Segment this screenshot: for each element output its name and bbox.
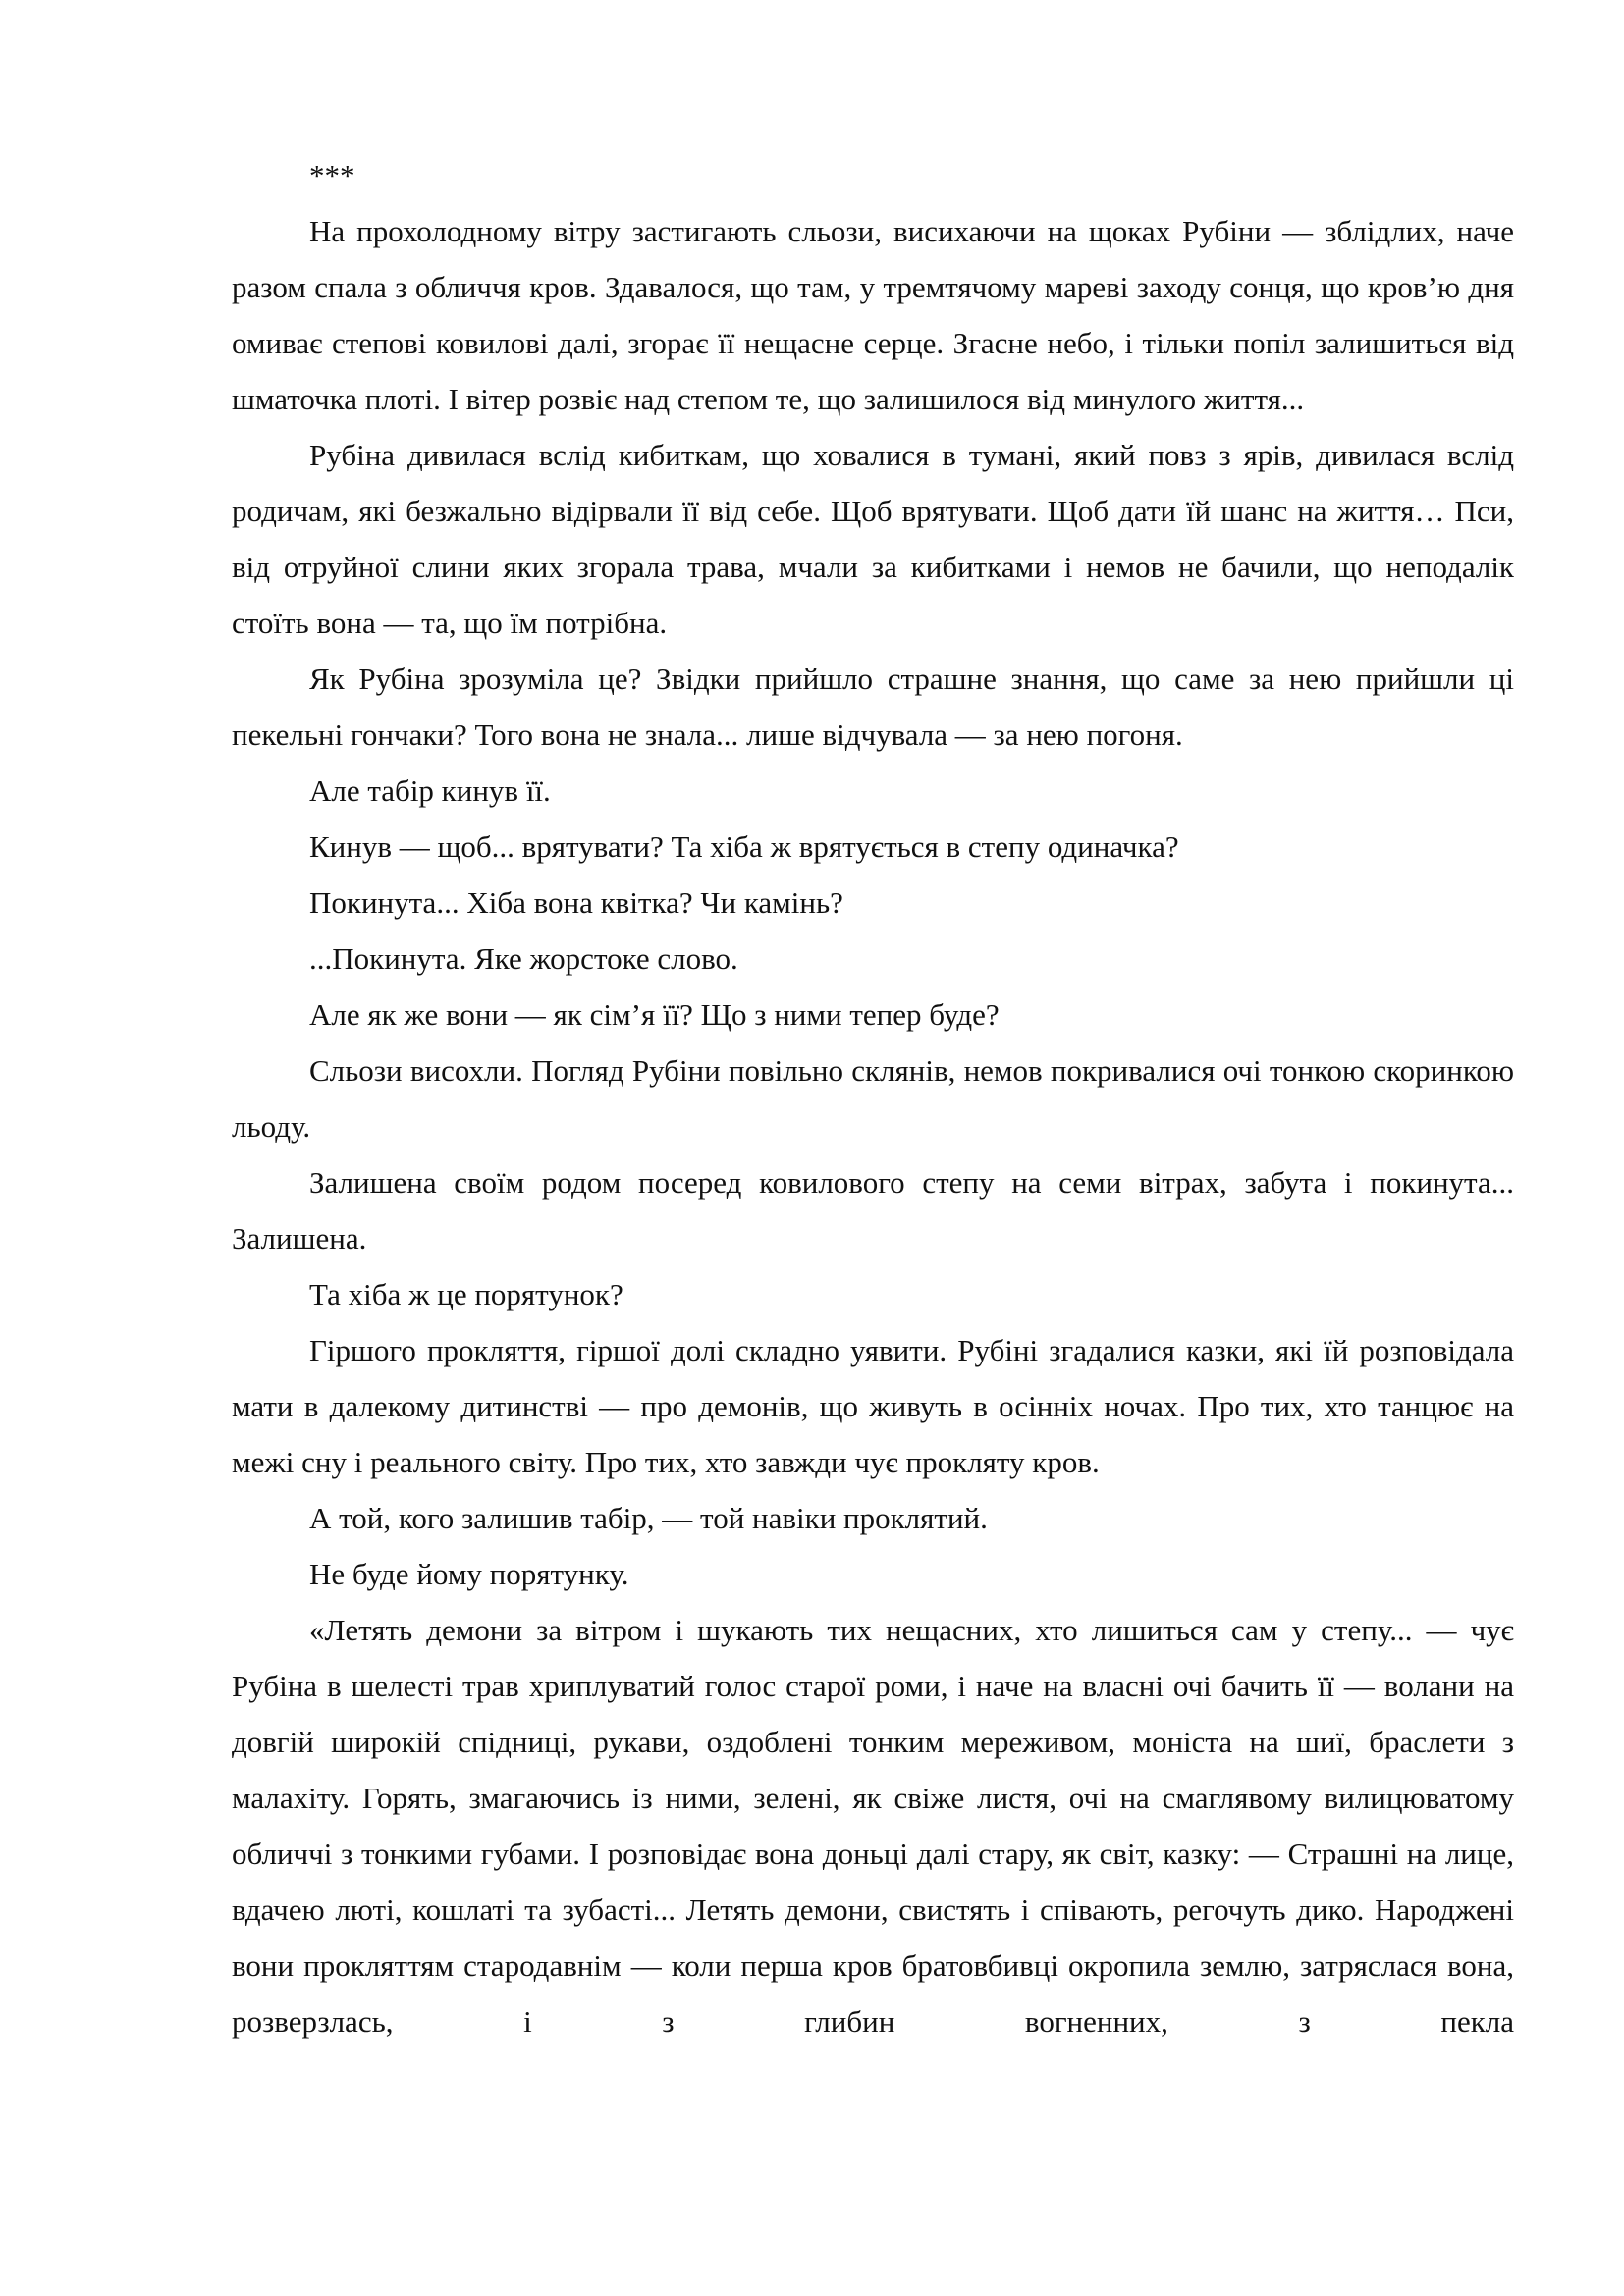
paragraph-5: Кинув — щоб... врятувати? Та хіба ж врятується в степу одиначка? (309, 829, 1179, 864)
paragraph-6: Покинута... Хіба вона квітка? Чи камінь? (309, 885, 843, 920)
paragraph-4: Але табір кинув її. (309, 774, 551, 808)
paragraph-11: Та хіба ж це порятунок? (309, 1277, 623, 1311)
paragraph-15: «Летять демони за вітром і шукають тих нещасних, хто лишиться сам у степу... — чує Рубіна в шелесті трав хриплуватий голос старої роми, і наче на власні очі бачить її — волани на довгій широкій спідниці, рукави, оздоблені тонким мереживом, моніста на шиї, браслети з малахіту. Горять, змагаючись із ними, зелені, як свіже листя, очі на смаглявому вилицюватому обличчі з тонкими губами. І розповідає вона доньці далі стару, як світ, казку: — Страшні на лице, вдачею люті, кошлаті та зубасті... Летять демони, свистять і співають, регочуть дико. Народжені вони прокляттям стародавнім — коли перша кров братовбивці окропила землю, затряслася вона, розверзлась, і з глибин вогненних, з пекла (232, 1613, 1514, 2039)
paragraph-1: На прохолодному вітру застигають сльози, висихаючи на щоках Рубіни — зблідлих, наче разом спала з обличчя кров. Здавалося, що там, у тремтячому мареві заходу сонця, що кров’ю дня омиває степові ковилові далі, згорає її нещасне серце. Згасне небо, і тільки попіл залишиться від шматочка плоті. І вітер розвіє над степом те, що залишилося від минулого життя... (232, 214, 1514, 416)
paragraph-12: Гіршого прокляття, гіршої долі складно уявити. Рубіні згадалися казки, які їй розповідала мати в далекому дитинстві — про демонів, що живуть в осінніх ночах. Про тих, хто танцює на межі сну і реального світу. Про тих, хто завжди чує прокляту кров. (232, 1333, 1514, 1479)
paragraph-2: Рубіна дивилася вслід кибиткам, що ховалися в тумані, який повз з ярів, дивилася вслід родичам, які безжально відірвали її від себе. Щоб врятувати. Щоб дати їй шанс на життя… Пси, від отруйної слини яких згорала трава, мчали за кибитками і немов не бачили, що неподалік стоїть вона — та, що їм потрібна. (232, 438, 1514, 640)
paragraph-8: Але як же вони — як сім’я її? Що з ними тепер буде? (309, 997, 1000, 1032)
paragraph-10: Залишена своїм родом посеред ковилового степу на семи вітрах, забута і покинута... Залишена. (232, 1165, 1514, 1255)
paragraph-13: А той, кого залишив табір, — той навіки проклятий. (309, 1501, 988, 1535)
paragraph-9: Сльози висохли. Погляд Рубіни повільно склянів, немов покривалися очі тонкою скоринкою льоду. (232, 1053, 1514, 1144)
paragraph-14: Не буде йому порятунку. (309, 1557, 629, 1591)
paragraph-3: Як Рубіна зрозуміла це? Звідки прийшло страшне знання, що саме за нею прийшли ці пекельні гончаки? Того вона не знала... лише відчувала — за нею погоня. (232, 662, 1514, 752)
section-separator: *** (309, 158, 355, 192)
paragraph-7: ...Покинута. Яке жорстоке слово. (309, 941, 738, 976)
document-body (232, 147, 1514, 2050)
